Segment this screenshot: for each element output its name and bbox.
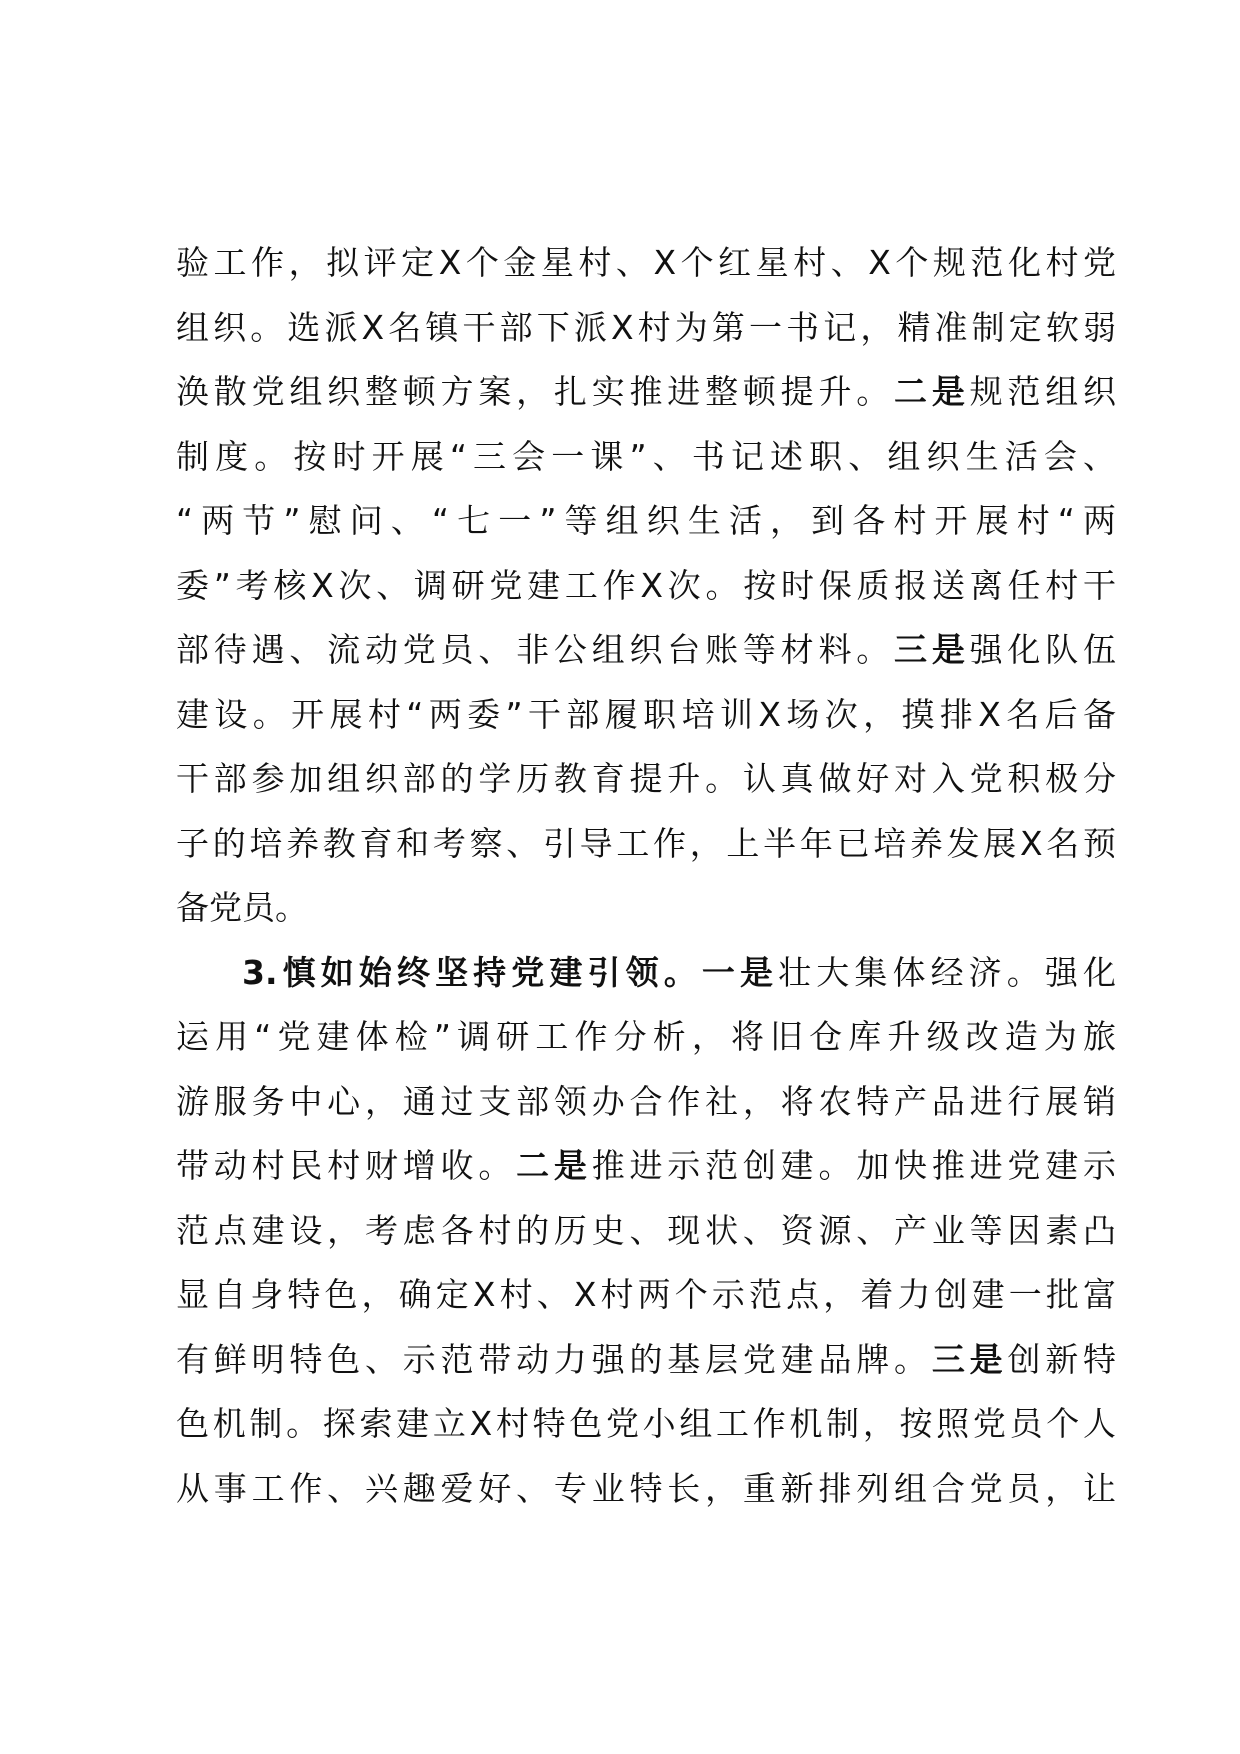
text-run: 游服务中心，通过支部领办合作社，将农特产品进行展销 [176, 1081, 1116, 1121]
text-line [176, 754, 1116, 819]
text-line [176, 432, 1116, 497]
text-run: 从事工作、兴趣爱好、专业特长，重新排列组合党员，让 [176, 1468, 1116, 1508]
text-line [176, 367, 1116, 432]
text-run: 委”考核X次、调研党建工作X次。按时保质报送离任村干 [176, 565, 1116, 605]
text-run: 子的培养教育和考察、引导工作，上半年已培养发展X名预 [176, 823, 1116, 863]
section-heading-line [176, 948, 1116, 1013]
section-heading: 3.慎如始终坚持党建引领。 [242, 952, 702, 992]
bold-marker: 二是 [516, 1146, 592, 1185]
text-line [176, 625, 1116, 690]
text-run: 带动村民村财增收。 [176, 1146, 517, 1185]
text-run: 验工作，拟评定X个金星村、X个红星村、X个规范化村党 [176, 243, 1116, 282]
text-run: 创新特 [1007, 1339, 1117, 1379]
text-run: 涣散党组织整顿方案，扎实推进整顿提升。 [176, 372, 895, 411]
text-line [176, 1270, 1116, 1335]
text-line [176, 1077, 1116, 1142]
document-page [176, 238, 1116, 1528]
text-line [176, 819, 1116, 884]
text-line [176, 883, 1116, 948]
text-line [176, 1464, 1116, 1529]
text-line [176, 1206, 1116, 1271]
text-line [176, 303, 1116, 368]
text-line [176, 1141, 1116, 1206]
text-run: 组织。选派X名镇干部下派X村为第一书记，精准制定软弱 [176, 307, 1116, 347]
text-run: 有鲜明特色、示范带动力强的基层党建品牌。 [176, 1339, 932, 1379]
text-run: 建设。开展村“两委”干部履职培训X场次，摸排X名后备 [176, 694, 1116, 734]
text-run: 壮大集体经济。强化 [778, 952, 1117, 992]
text-run: 备党员。 [176, 888, 308, 927]
text-run: “两节”慰问、“七一”等组织生活，到各村开展村“两 [176, 501, 1116, 540]
text-run: 范点建设，考虑各村的历史、现状、资源、产业等因素凸 [176, 1210, 1116, 1250]
text-run: 运用“党建体检”调研工作分析，将旧仓库升级改造为旅 [176, 1017, 1116, 1056]
text-line [176, 690, 1116, 755]
text-run: 强化队伍 [969, 630, 1117, 669]
bold-marker: 三是 [931, 1339, 1008, 1379]
text-line [176, 1399, 1116, 1464]
bold-marker: 一是 [701, 952, 779, 992]
text-run: 色机制。探索建立X村特色党小组工作机制，按照党员个人 [176, 1404, 1116, 1443]
text-run: 显自身特色，确定X村、X村两个示范点，着力创建一批富 [176, 1275, 1116, 1314]
text-run: 制度。按时开展“三会一课”、书记述职、组织生活会、 [176, 436, 1116, 476]
bold-marker: 二是 [894, 372, 970, 411]
text-line [176, 1335, 1116, 1400]
text-run: 推进示范创建。加快推进党建示 [591, 1146, 1117, 1185]
text-line [176, 496, 1116, 561]
text-line [176, 238, 1116, 303]
text-run: 部待遇、流动党员、非公组织台账等材料。 [176, 630, 895, 669]
bold-marker: 三是 [894, 630, 970, 669]
text-line [176, 1012, 1116, 1077]
text-run: 干部参加组织部的学历教育提升。认真做好对入党积极分 [176, 759, 1116, 798]
text-line [176, 561, 1116, 626]
text-run: 规范组织 [969, 372, 1117, 411]
